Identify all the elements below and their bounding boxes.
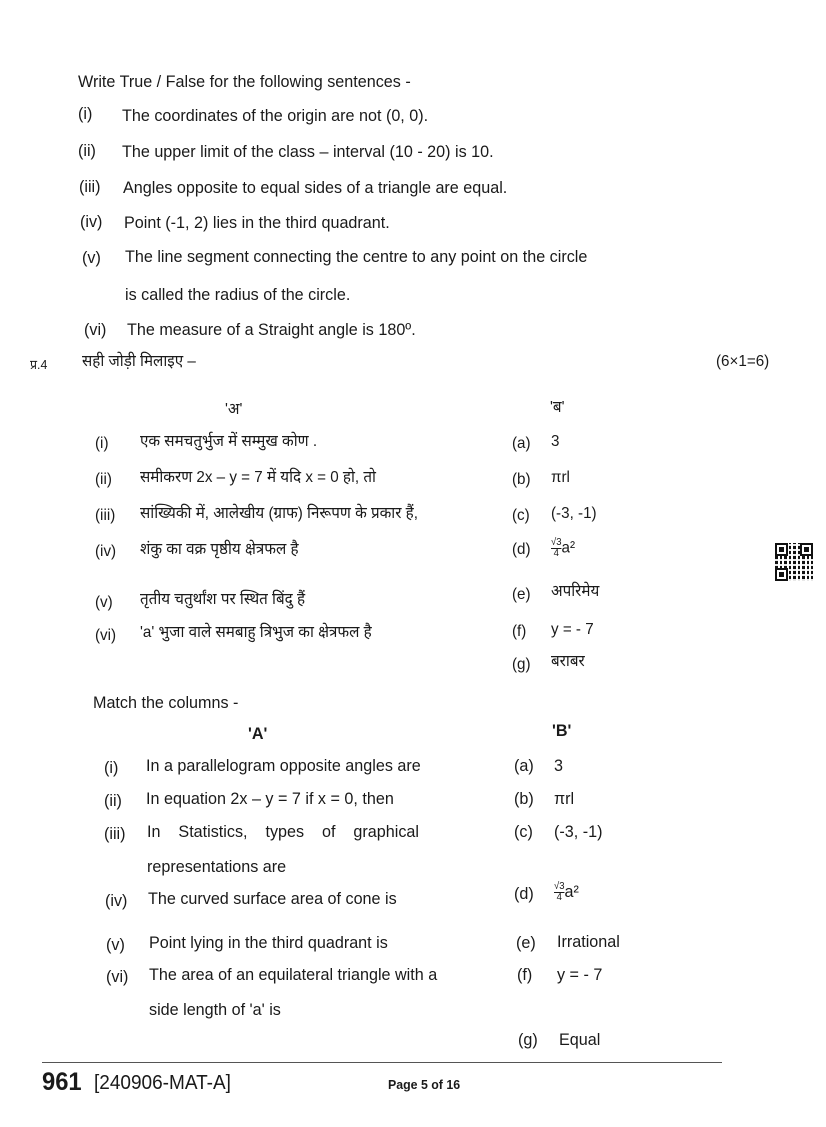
statement: The line segment connecting the centre to any point on the circle bbox=[125, 247, 588, 266]
option-label: (d) bbox=[514, 884, 534, 903]
match-right: y = - 7 bbox=[551, 621, 594, 638]
option-label: (e) bbox=[512, 586, 531, 603]
match-right: Irrational bbox=[557, 932, 620, 951]
item-label: (iii) bbox=[95, 507, 116, 524]
option-label: (f) bbox=[517, 965, 533, 984]
match-left: 'a' भुजा वाले समबाहु त्रिभुज का क्षेत्रफल है bbox=[140, 624, 372, 641]
match-left: In a parallelogram opposite angles are bbox=[146, 756, 421, 775]
match-left: समीकरण 2x – y = 7 में यदि x = 0 हो, तो bbox=[140, 469, 376, 486]
match-right: बराबर bbox=[551, 653, 585, 670]
statement: The measure of a Straight angle is 180º. bbox=[127, 320, 416, 339]
match-left: The curved surface area of cone is bbox=[148, 889, 397, 908]
item-label: (ii) bbox=[104, 791, 122, 810]
match-left-continuation: representations are bbox=[147, 857, 287, 876]
match-right: πrl bbox=[551, 469, 570, 486]
question-title-hindi: सही जोड़ी मिलाइए – bbox=[82, 353, 196, 370]
page-number: Page 5 of 16 bbox=[388, 1077, 461, 1092]
match-left: The area of an equilateral triangle with a bbox=[149, 965, 438, 984]
match-right: (-3, -1) bbox=[554, 822, 603, 841]
match-right: 3 bbox=[551, 433, 560, 450]
match-right-formula bbox=[551, 538, 575, 559]
match-left: Point lying in the third quadrant is bbox=[149, 933, 388, 952]
option-label: (f) bbox=[512, 623, 527, 640]
option-label: (b) bbox=[514, 789, 534, 808]
option-label: (c) bbox=[514, 822, 533, 841]
fraction-denominator: 4 bbox=[556, 892, 562, 904]
item-label: (v) bbox=[106, 935, 125, 954]
match-left: तृतीय चतुर्थांश पर स्थित बिंदु हैं bbox=[140, 591, 306, 608]
match-left-continuation: side length of 'a' is bbox=[149, 1000, 281, 1019]
item-label: (i) bbox=[104, 758, 119, 777]
option-label: (a) bbox=[514, 756, 534, 775]
statement: The coordinates of the origin are not (0, 0). bbox=[122, 106, 429, 125]
match-right: अपरिमेय bbox=[551, 583, 600, 600]
match-left: सांख्यिकी में, आलेखीय (ग्राफ) निरूपण के प्रकार हैं, bbox=[140, 505, 418, 522]
item-label: (iv) bbox=[95, 543, 117, 560]
item-label: (iii) bbox=[79, 177, 101, 196]
option-label: (g) bbox=[512, 656, 531, 673]
item-label: (i) bbox=[95, 435, 109, 452]
statement: The upper limit of the class – interval (10 - 20) is 10. bbox=[122, 142, 494, 161]
question-number: प्र.4 bbox=[30, 357, 48, 372]
item-label: (ii) bbox=[95, 471, 112, 488]
paper-id: [240906-MAT-A] bbox=[94, 1072, 231, 1094]
option-label: (c) bbox=[512, 507, 530, 524]
statement: Angles opposite to equal sides of a triangle are equal. bbox=[123, 178, 508, 197]
true-false-heading: Write True / False for the following sentences - bbox=[78, 72, 411, 91]
option-label: (g) bbox=[518, 1030, 538, 1049]
match-right: y = - 7 bbox=[557, 965, 603, 984]
match-right: Equal bbox=[559, 1030, 601, 1049]
option-label: (a) bbox=[512, 435, 531, 452]
match-right: 3 bbox=[554, 756, 563, 775]
option-label: (e) bbox=[516, 933, 536, 952]
statement: Point (-1, 2) lies in the third quadrant. bbox=[124, 213, 390, 232]
match-right-formula bbox=[554, 882, 579, 903]
item-label: (ii) bbox=[78, 141, 96, 160]
paper-code: 961 bbox=[42, 1068, 82, 1096]
formula-term: a² bbox=[564, 882, 579, 901]
column-b-heading-hindi: 'ब' bbox=[550, 399, 565, 416]
item-label: (vi) bbox=[106, 967, 129, 986]
fraction-numerator: √3 bbox=[551, 537, 562, 548]
footer-divider bbox=[42, 1062, 722, 1063]
item-label: (iv) bbox=[105, 891, 128, 910]
option-label: (b) bbox=[512, 471, 531, 488]
option-label: (d) bbox=[512, 541, 531, 558]
item-label: (v) bbox=[82, 248, 101, 267]
formula-term: a² bbox=[561, 539, 576, 557]
match-left: In Statistics, types of graphical bbox=[147, 822, 419, 841]
match-left: In equation 2x – y = 7 if x = 0, then bbox=[146, 789, 394, 808]
item-label: (iv) bbox=[80, 212, 103, 231]
item-label: (vi) bbox=[84, 320, 107, 339]
item-label: (vi) bbox=[95, 627, 117, 644]
fraction-numerator: √3 bbox=[554, 881, 565, 893]
item-label: (v) bbox=[95, 594, 113, 611]
qr-code bbox=[775, 543, 813, 581]
item-label: (i) bbox=[78, 104, 93, 123]
statement-continuation: is called the radius of the circle. bbox=[125, 285, 351, 304]
column-a-heading: 'A' bbox=[248, 724, 268, 743]
column-a-heading-hindi: 'अ' bbox=[225, 401, 243, 418]
match-right: (-3, -1) bbox=[551, 505, 597, 522]
column-b-heading: 'B' bbox=[552, 721, 572, 740]
match-left: शंकु का वक्र पृष्ठीय क्षेत्रफल है bbox=[140, 541, 299, 558]
question-title-english: Match the columns - bbox=[93, 693, 239, 712]
match-left: एक समचतुर्भुज में सम्मुख कोण . bbox=[140, 433, 318, 450]
fraction-denominator: 4 bbox=[553, 548, 559, 559]
marks: (6×1=6) bbox=[716, 353, 770, 370]
item-label: (iii) bbox=[104, 824, 126, 843]
match-right: πrl bbox=[554, 789, 575, 808]
